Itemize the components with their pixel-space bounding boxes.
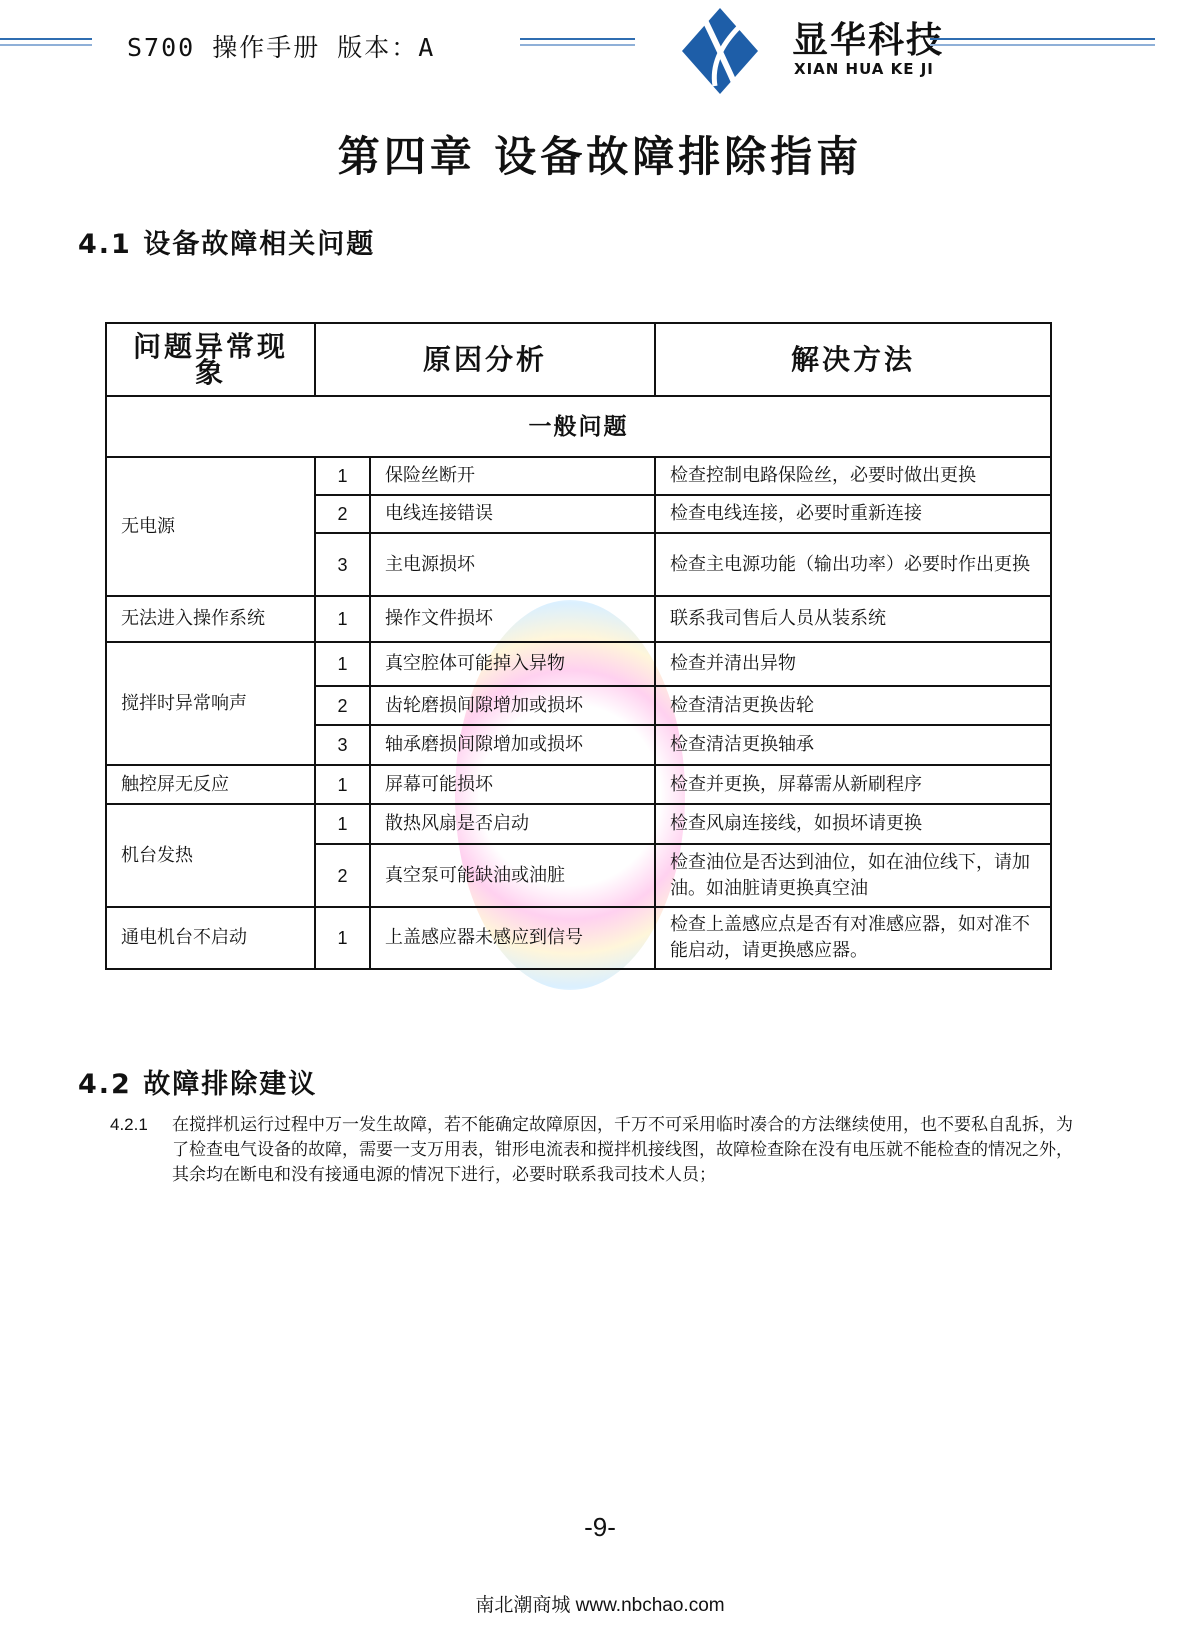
item-number: 2 <box>315 686 370 725</box>
cause-cell: 散热风扇是否启动 <box>370 804 655 844</box>
cause-cell: 真空腔体可能掉入异物 <box>370 642 655 686</box>
cause-cell: 操作文件损坏 <box>370 596 655 642</box>
brand-name-cn: 显华科技 <box>792 20 945 61</box>
symptom-cell: 无电源 <box>106 457 315 596</box>
table-header-row <box>106 323 1051 396</box>
cause-cell: 保险丝断开 <box>370 457 655 495</box>
fix-cell: 检查并清出异物 <box>655 642 1051 686</box>
item-number: 1 <box>315 642 370 686</box>
cause-cell: 上盖感应器未感应到信号 <box>370 907 655 969</box>
paragraph-text: 在搅拌机运行过程中万一发生故障，若不能确定故障原因，千万不可采用临时凑合的方法继续使用，也不要私自乱拆，为了检查电气设备的故障，需要一支万用表，钳形电流表和搅拌机接线图，故障检查除在没有电压就不能检查的情况之外，其余均在断电和没有接通电源的情况下进行，必要时联系我司技术人员； <box>172 1115 1073 1185</box>
item-number: 3 <box>315 725 370 765</box>
symptom-cell: 通电机台不启动 <box>106 907 315 969</box>
item-number: 1 <box>315 457 370 495</box>
symptom-cell: 搅拌时异常响声 <box>106 642 315 765</box>
header-symptom: 问题异常现象 <box>106 323 315 396</box>
brand-name-en: XIAN HUA KE JI <box>794 60 934 78</box>
section-title-4-2: 4.2 故障排除建议 <box>78 1069 318 1100</box>
fix-cell: 检查主电源功能（输出功率）必要时作出更换 <box>655 533 1051 596</box>
cause-cell: 主电源损坏 <box>370 533 655 596</box>
fix-cell: 检查控制电路保险丝，必要时做出更换 <box>655 457 1051 495</box>
table-row <box>106 596 1051 642</box>
header-rule-left <box>0 38 92 46</box>
paragraph-4-2-1 <box>110 1112 1080 1188</box>
header-rule-right <box>930 38 1155 46</box>
fix-cell: 检查清洁更换齿轮 <box>655 686 1051 725</box>
table-row <box>106 642 1051 686</box>
fix-cell: 检查清洁更换轴承 <box>655 725 1051 765</box>
page-number: -9- <box>584 1512 616 1542</box>
troubleshooting-table <box>105 322 1052 970</box>
section-title-4-1: 4.1 设备故障相关问题 <box>78 229 376 260</box>
cause-cell: 真空泵可能缺油或油脏 <box>370 844 655 907</box>
table-row <box>106 457 1051 495</box>
cause-cell: 齿轮磨损间隙增加或损坏 <box>370 686 655 725</box>
item-number: 1 <box>315 907 370 969</box>
document-title: S700 操作手册 版本：A <box>127 33 436 62</box>
table-row <box>106 804 1051 844</box>
general-row <box>106 396 1051 457</box>
header-rule-mid <box>520 38 635 46</box>
table-row <box>106 907 1051 969</box>
fix-cell: 检查油位是否达到油位，如在油位线下，请加油。如油脏请更换真空油 <box>655 844 1051 907</box>
company-logo-icon <box>680 6 760 96</box>
symptom-cell: 机台发热 <box>106 804 315 907</box>
cause-cell: 电线连接错误 <box>370 495 655 533</box>
item-number: 1 <box>315 765 370 804</box>
cause-cell: 轴承磨损间隙增加或损坏 <box>370 725 655 765</box>
item-number: 1 <box>315 804 370 844</box>
symptom-cell: 触控屏无反应 <box>106 765 315 804</box>
item-number: 2 <box>315 844 370 907</box>
fix-cell: 检查并更换，屏幕需从新刷程序 <box>655 765 1051 804</box>
fix-cell: 检查风扇连接线，如损坏请更换 <box>655 804 1051 844</box>
item-number: 1 <box>315 596 370 642</box>
general-category: 一般问题 <box>106 396 1051 457</box>
cause-cell: 屏幕可能损坏 <box>370 765 655 804</box>
header-cause: 原因分析 <box>315 323 655 396</box>
fix-cell: 检查电线连接，必要时重新连接 <box>655 495 1051 533</box>
table-row <box>106 765 1051 804</box>
chapter-title: 第四章 设备故障排除指南 <box>337 132 863 181</box>
paragraph-number: 4.2.1 <box>110 1115 148 1134</box>
symptom-cell: 无法进入操作系统 <box>106 596 315 642</box>
item-number: 3 <box>315 533 370 596</box>
fix-cell: 检查上盖感应点是否有对准感应器，如对准不能启动，请更换感应器。 <box>655 907 1051 969</box>
item-number: 2 <box>315 495 370 533</box>
header-fix: 解决方法 <box>655 323 1051 396</box>
footer-watermark: 南北潮商城 www.nbchao.com <box>475 1595 725 1616</box>
fix-cell: 联系我司售后人员从装系统 <box>655 596 1051 642</box>
